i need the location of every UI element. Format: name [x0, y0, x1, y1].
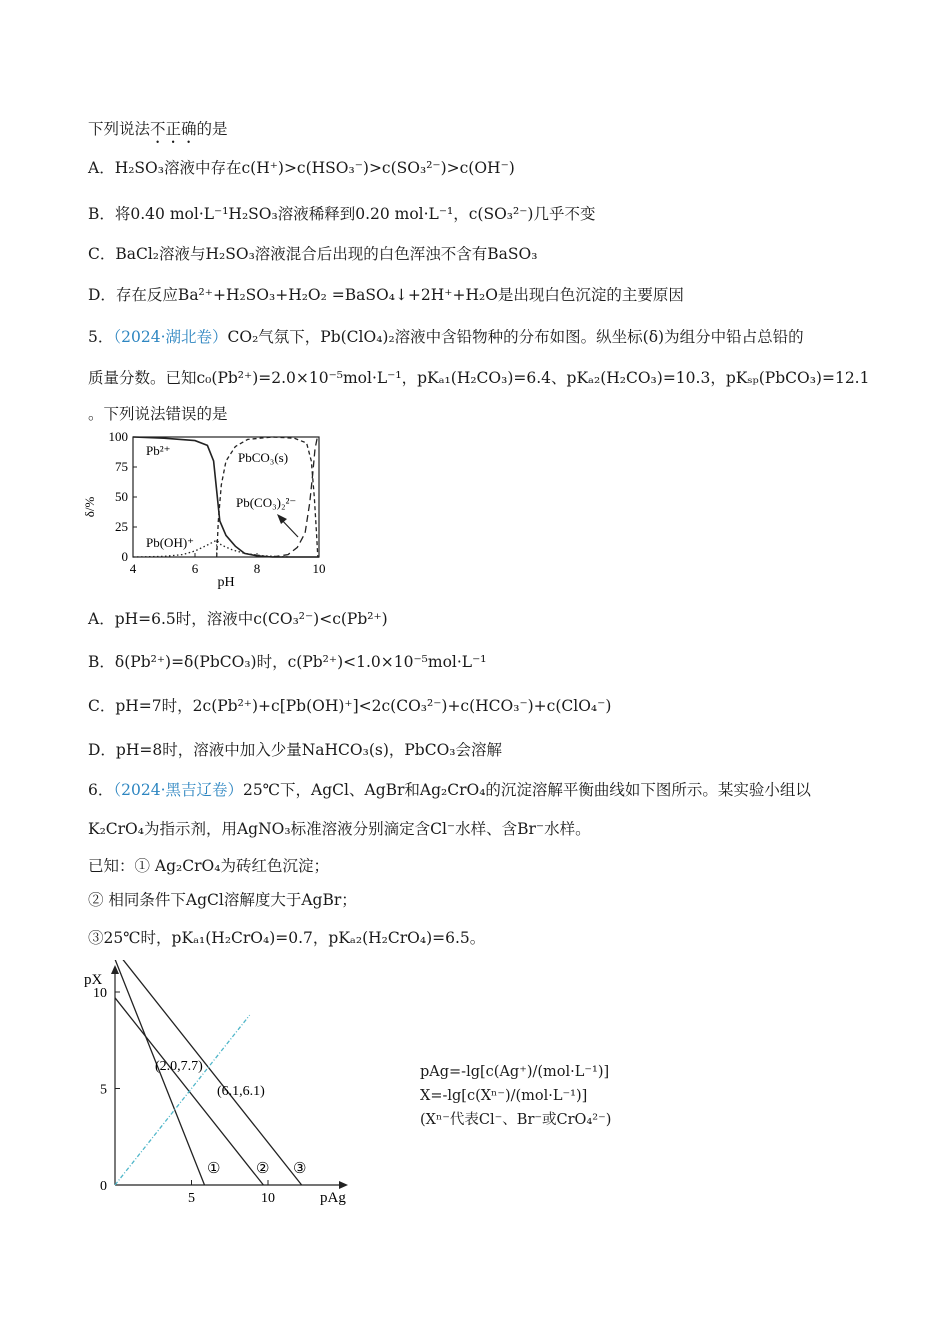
pb-distribution-chart — [80, 425, 340, 595]
question-intro — [88, 118, 228, 147]
x-axis-label: pAg — [320, 1190, 346, 1206]
question-5-stem-2: 质量分数。已知c₀(Pb²⁺)=2.0×10⁻⁵mol·L⁻¹，pKₐ₁(H₂CO₃)=6.4、pKₐ₂(H₂CO₃)=10.3，pKₛₚ(PbCO₃)=12.1 — [88, 369, 870, 387]
question-number: 5． — [88, 328, 114, 346]
known-2: ② 相同条件下AgCl溶解度大于AgBr； — [88, 891, 357, 909]
annotation-pboh-plus: Pb(OH)⁺ — [146, 535, 195, 550]
y-tick-label: 50 — [115, 489, 128, 504]
series-line-2 — [115, 960, 302, 1185]
definition-pag: pAg=-lg[c(Ag⁺)/(mol·L⁻¹)] — [420, 1064, 610, 1080]
y-tick-label: 0 — [121, 549, 128, 564]
arrow-head-icon — [277, 514, 287, 524]
x-tick-label: 10 — [312, 561, 326, 576]
y-tick-label: 25 — [115, 519, 128, 534]
option-b-q5: B．δ(Pb²⁺)=δ(PbCO₃)时，c(Pb²⁺)<1.0×10⁻⁵mol·L⁻¹ — [88, 653, 487, 671]
y-axis-label: pX — [84, 972, 103, 988]
question-number: 6． — [88, 781, 114, 799]
intro-part-a: 下列说法 — [88, 120, 151, 138]
x-tick-label: 6 — [191, 561, 199, 576]
y-tick-label: 10 — [93, 986, 107, 1001]
option-d-q4: D．存在反应Ba²⁺+H₂SO₃+H₂O₂ =BaSO₄↓+2H⁺+H₂O是出现白色沉淀的主要原因 — [88, 286, 684, 304]
option-c-q4: C．BaCl₂溶液与H₂SO₃溶液混合后出现的白色浑浊不含有BaSO₃ — [88, 245, 538, 263]
question-6-stem-2: K₂CrO₄为指示剂，用AgNO₃标准溶液分别滴定含Cl⁻水样、含Br⁻水样。 — [88, 820, 591, 838]
known-heading-1: 已知：① Ag₂CrO₄为砖红色沉淀； — [88, 857, 329, 875]
option-a-q4: A．H₂SO₃溶液中存在c(H⁺)>c(HSO₃⁻)>c(SO₃²⁻)>c(OH⁻) — [88, 159, 515, 177]
x-tick-label: 4 — [129, 561, 137, 576]
known-3: ③25℃时，pKₐ₁(H₂CrO₄)=0.7，pKₐ₂(H₂CrO₄)=6.5。 — [88, 929, 486, 947]
ag-solubility-chart — [80, 960, 370, 1210]
point-label-1: (2.0,7.7) — [155, 1059, 203, 1074]
curve-label-1: ① — [207, 1161, 221, 1177]
option-a-q5: A．pH=6.5时，溶液中c(CO₃²⁻)<c(Pb²⁺) — [88, 610, 388, 628]
y-tick-label: 0 — [100, 1179, 107, 1194]
x-tick-label: 10 — [261, 1191, 275, 1206]
option-c-q5: C．pH=7时，2c(Pb²⁺)+c[Pb(OH)⁺]<2c(CO₃²⁻)+c(HCO₃⁻)+c(ClO₄⁻) — [88, 697, 612, 715]
x-axis-label: pH — [217, 575, 235, 590]
annotation-pb2plus: Pb²⁺ — [146, 443, 171, 458]
source-tag: （2024·黑吉辽卷） — [113, 781, 243, 799]
curve-label-3: ③ — [293, 1161, 307, 1177]
question-5-stem-3: 。下列说法错误的是 — [88, 405, 228, 423]
question-5-stem — [88, 326, 804, 348]
series-line-3 — [115, 1015, 250, 1185]
x-tick-label: 5 — [188, 1191, 195, 1206]
y-tick-label: 75 — [115, 459, 128, 474]
emphasis-not-correct: 不正确 — [150, 120, 197, 138]
definition-xn: (Xⁿ⁻代表Cl⁻、Br⁻或CrO₄²⁻) — [420, 1112, 612, 1128]
source-tag: （2024·湖北卷） — [113, 328, 228, 346]
intro-part-c: 的是 — [196, 120, 228, 138]
annotation-pbco3-s: PbCO₃(s) — [238, 450, 289, 465]
y-tick-label: 100 — [108, 429, 128, 444]
x-axis-arrow-icon — [339, 1181, 348, 1189]
option-b-q4: B．将0.40 mol·L⁻¹H₂SO₃溶液稀释到0.20 mol·L⁻¹，c(SO₃²⁻)几乎不变 — [88, 205, 596, 223]
question-text: CO₂气氛下，Pb(ClO₄)₂溶液中含铅物种的分布如图。纵坐标(δ)为组分中铅占总铅的 — [227, 328, 804, 346]
question-6-stem — [88, 779, 811, 801]
y-axis-label: δ/% — [82, 496, 97, 518]
definition-x: X=-lg[c(Xⁿ⁻)/(mol·L⁻¹)] — [420, 1088, 588, 1104]
question-text: 25℃下，AgCl、AgBr和Ag₂CrO₄的沉淀溶解平衡曲线如下图所示。某实验小组以 — [243, 781, 811, 799]
annotation-pbco3-2: Pb(CO₃)₂²⁻ — [236, 495, 297, 510]
y-tick-label: 5 — [100, 1082, 107, 1098]
curve-label-2: ② — [256, 1161, 270, 1177]
x-tick-label: 8 — [253, 561, 261, 576]
option-d-q5: D．pH=8时，溶液中加入少量NaHCO₃(s)，PbCO₃会溶解 — [88, 741, 502, 759]
point-label-2: (6.1,6.1) — [217, 1084, 265, 1099]
